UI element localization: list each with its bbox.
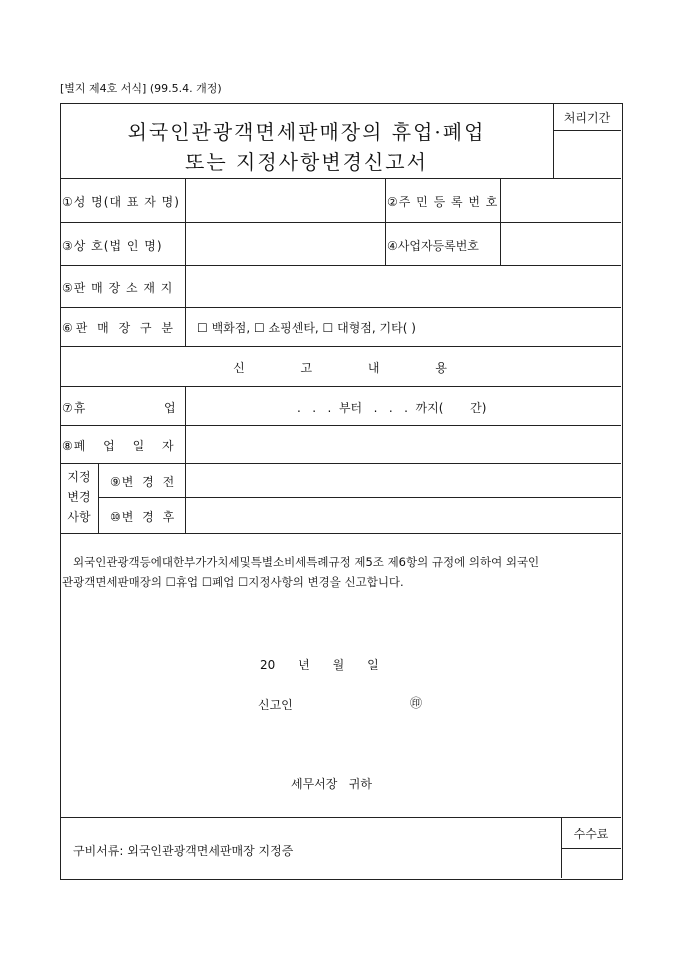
attachments-note: 구비서류: 외국인관광객면세판매장 지정증 (73, 844, 294, 858)
processing-period-label: 처리기간 (563, 111, 611, 125)
fee-label: 수수료 (573, 827, 609, 841)
statement-line1: 외국인관광객등에대한부가가치세및특별소비세특례규정 제5조 제6항의 규정에 의하여 외국인 (73, 555, 540, 569)
location-label: ⑤판 매 장 소 재 지 (62, 281, 174, 295)
divider (385, 178, 386, 265)
change-group-line: 변경 (67, 490, 91, 504)
statement-line2: 관광객면세판매장의 ☐휴업 ☐폐업 ☐지정사항의 변경을 신고합니다. (62, 575, 404, 589)
after-change-label: ⑩변 경 후 (110, 510, 176, 524)
suspension-label: ⑦휴 (62, 401, 87, 415)
form-number-note: [별지 제4호 서식] (99.5.4. 개정) (60, 82, 222, 95)
location-input[interactable] (186, 266, 621, 307)
resident-no-label: ②주 민 등 록 번 호 (387, 195, 499, 209)
after-change-input[interactable] (186, 498, 621, 533)
name-label: ①성 명(대 표 자 명) (62, 195, 180, 209)
before-change-input[interactable] (186, 464, 621, 497)
trade-name-input[interactable] (186, 223, 385, 265)
closure-date-label: ⑧폐 업 일 자 (62, 439, 175, 453)
suspension-period-input[interactable]: . . . 부터 . . . 까지( 간) (297, 401, 487, 415)
business-no-label: ④사업자등록번호 (387, 239, 479, 253)
divider (98, 463, 99, 533)
reporter-label: 신고인 (258, 698, 293, 712)
divider (60, 346, 621, 347)
divider (60, 386, 621, 387)
date-line: 20 년 월 일 (260, 658, 379, 672)
before-change-label: ⑨변 경 전 (110, 475, 176, 489)
seal-mark: ㊞ (410, 696, 424, 710)
trade-name-label: ③상 호(법 인 명) (62, 239, 163, 253)
change-group-label (60, 467, 98, 527)
divider (561, 848, 621, 849)
addressee: 세무서장 귀하 (291, 777, 372, 791)
closure-date-input[interactable] (186, 426, 621, 463)
resident-no-input[interactable] (501, 179, 621, 222)
store-type-label: ⑥판 매 장 구 분 (62, 321, 176, 335)
store-type-options[interactable]: ☐ 백화점, ☐ 쇼핑센타, ☐ 대형점, 기타( ) (197, 321, 416, 335)
report-section-heading: 신 고 내 용 (233, 361, 448, 375)
form-title-line2: 또는 지정사항변경신고서 (185, 150, 428, 174)
name-input[interactable] (186, 179, 385, 222)
divider (60, 307, 621, 308)
divider (60, 533, 621, 534)
change-group-line: 지정 (67, 470, 91, 484)
business-no-input[interactable] (501, 223, 621, 265)
divider (553, 130, 621, 131)
change-group-line: 사항 (67, 510, 91, 524)
form-title-line1: 외국인관광객면세판매장의 휴업·폐업 (127, 120, 486, 144)
divider (60, 817, 621, 818)
suspension-label-end: 업 (164, 401, 177, 415)
